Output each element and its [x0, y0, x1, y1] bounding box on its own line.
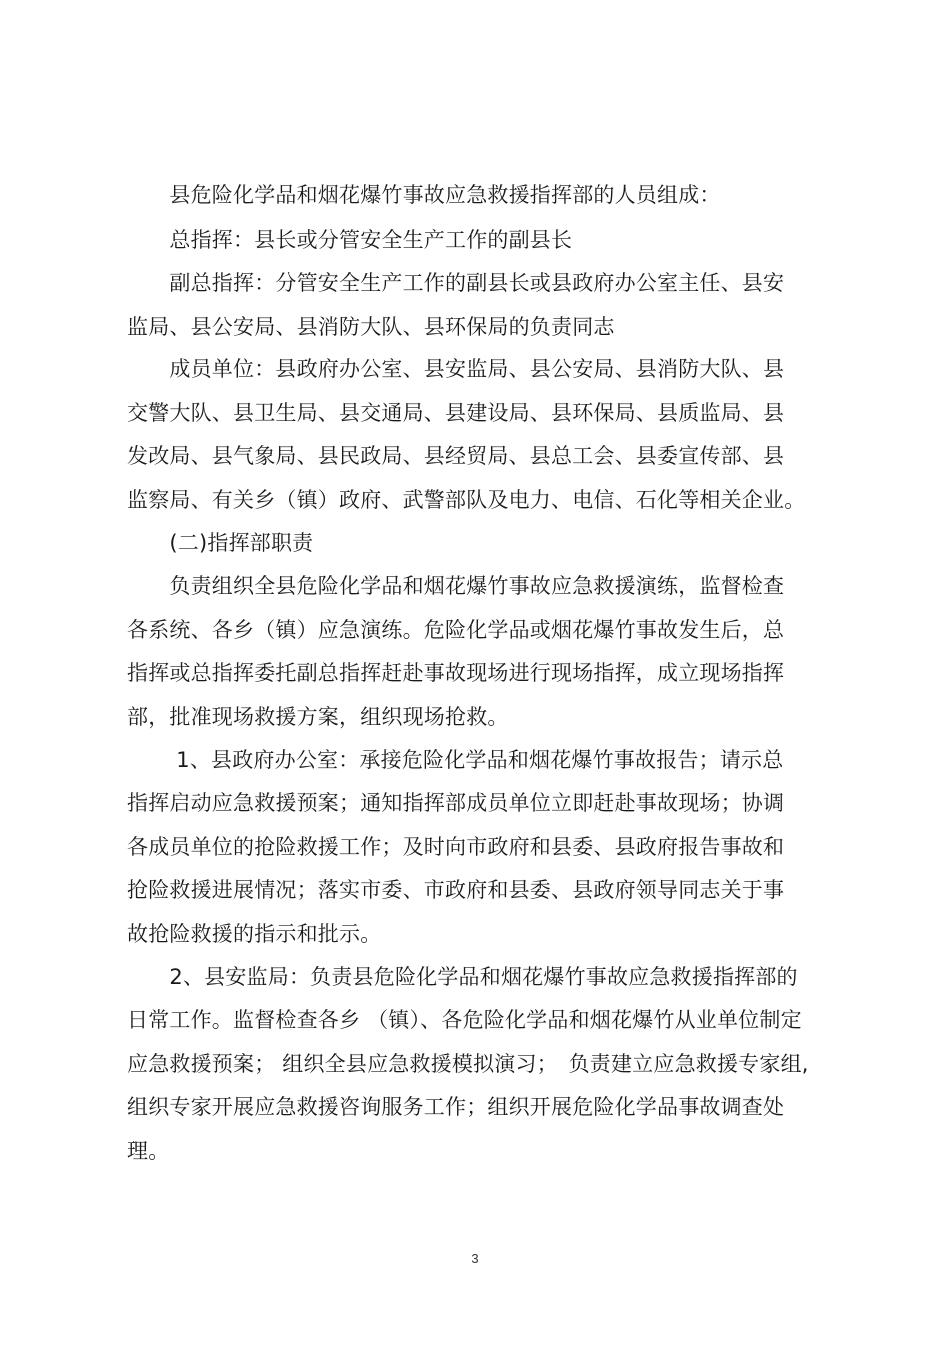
- text-line: 日常工作。监督检查各乡 （镇）、各危险化学品和烟花爆竹从业单位制定: [127, 1008, 802, 1032]
- text-line: 发改局、县气象局、县民政局、县经贸局、县总工会、县委宣传部、县: [127, 444, 785, 468]
- section-heading: (二)指挥部职责: [127, 531, 314, 555]
- text-line: 各系统、各乡（镇）应急演练。危险化学品或烟花爆竹事故发生后，总: [127, 618, 785, 642]
- text-line: 交警大队、县卫生局、县交通局、县建设局、县环保局、县质监局、县: [127, 401, 785, 425]
- text-line: 2、县安监局：负责县危险化学品和烟花爆竹事故应急救援指挥部的: [127, 965, 798, 989]
- text-line: 监局、县公安局、县消防大队、县环保局的负责同志: [127, 315, 615, 339]
- text-line: 总指挥：县长或分管安全生产工作的副县长: [127, 228, 573, 252]
- text-line: 副总指挥：分管安全生产工作的副县长或县政府办公室主任、县安: [127, 271, 785, 295]
- text-line: 县危险化学品和烟花爆竹事故应急救援指挥部的人员组成：: [127, 183, 721, 207]
- text-line: 抢险救援进展情况；落实市委、市政府和县委、县政府领导同志关于事: [127, 878, 785, 902]
- text-line: 1、县政府办公室：承接危险化学品和烟花爆竹事故报告；请示总: [127, 748, 784, 772]
- text-line: 指挥或总指挥委托副总指挥赶赴事故现场进行现场指挥，成立现场指挥: [127, 661, 785, 685]
- page-number: 3: [471, 1251, 479, 1266]
- text-line: 故抢险救援的指示和批示。: [127, 922, 382, 946]
- text-line: 组织专家开展应急救援咨询服务工作；组织开展危险化学品事故调查处: [127, 1095, 785, 1119]
- text-line: 部，批准现场救援方案，组织现场抢救。: [127, 705, 509, 729]
- text-line: 成员单位：县政府办公室、县安监局、县公安局、县消防大队、县: [127, 357, 785, 381]
- text-line: 应急救援预案； 组织全县应急救援模拟演习； 负责建立应急救援专家组,: [127, 1052, 809, 1076]
- text-line: 监察局、有关乡（镇）政府、武警部队及电力、电信、石化等相关企业。: [127, 488, 806, 512]
- text-line: 负责组织全县危险化学品和烟花爆竹事故应急救援演练，监督检查: [127, 574, 785, 598]
- text-line: 各成员单位的抢险救援工作；及时向市政府和县委、县政府报告事故和: [127, 835, 785, 859]
- text-line: 指挥启动应急救援预案；通知指挥部成员单位立即赶赴事故现场；协调: [127, 791, 785, 815]
- text-line: 理。: [127, 1139, 170, 1163]
